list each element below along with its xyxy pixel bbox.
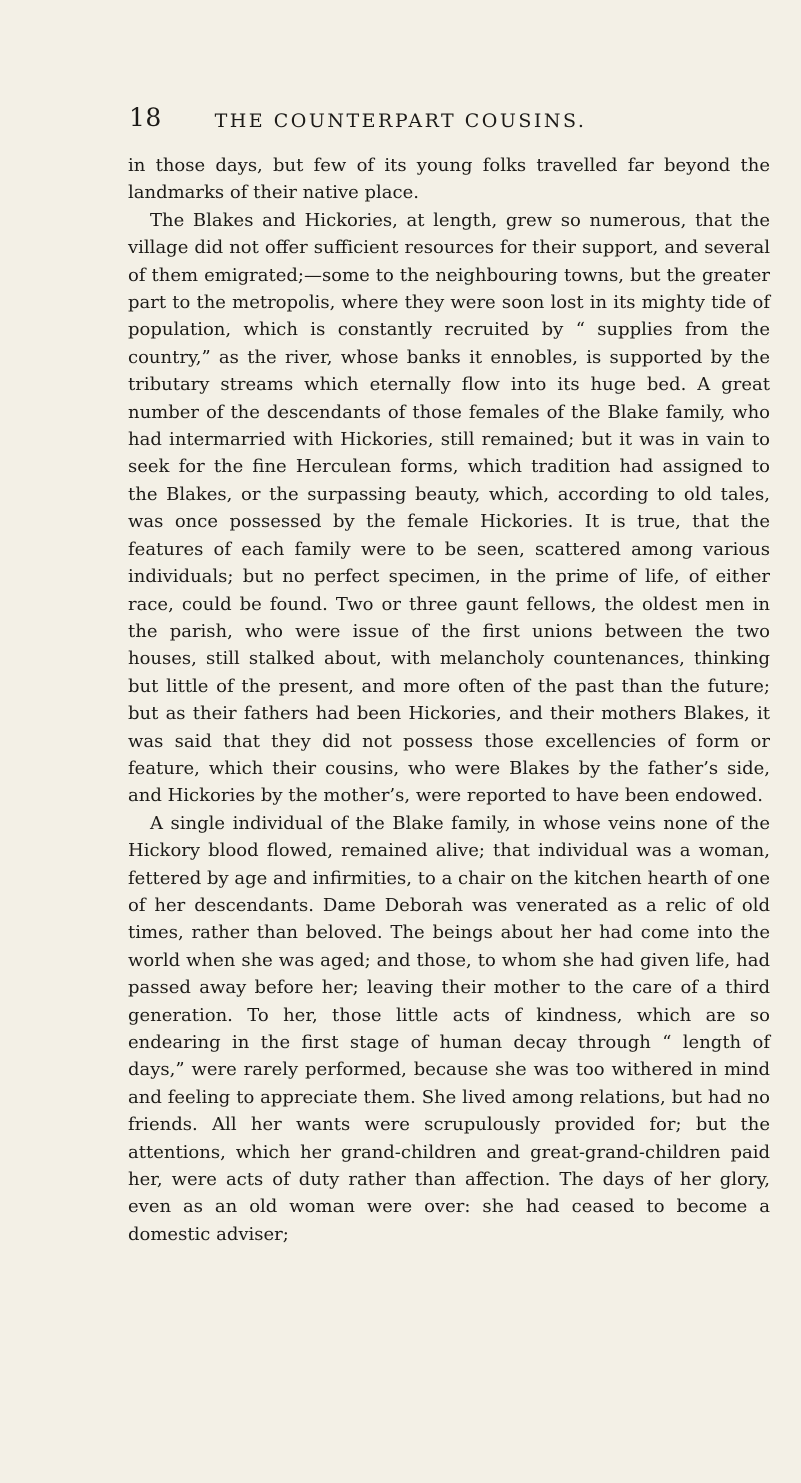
- paragraph: in those days, but few of its young folks travelled far beyond the landmarks of their native place.: [128, 155, 770, 204]
- page-number: 18: [129, 103, 162, 132]
- paragraph: The Blakes and Hickories, at length, grew so numerous, that the village did not offer sufficient resources for their support, and several of them emigrated;—some to the neighbouring towns, but the greater part to the metropolis, where they were soon lost in its mighty tide of population, which is constantly recruited by “ supplies from the country,” as the river, whose banks it ennobles, is supported by the tributary streams which eternally flow into its huge bed. A great number of the descendants of those females of the Blake family, who had intermarried with Hickories, still remained; but it was in vain to seek for the fine Herculean forms, which tradition had assigned to the Blakes, or the surpassing beauty, which, according to old tales, was once possessed by the female Hickories. It is true, that the features of each family were to be seen, scattered among various individuals; but no perfect specimen, in the prime of life, of either race, could be found. Two or three gaunt fellows, the oldest men in the parish, who were issue of the first unions between the two houses, still stalked about, with melancholy countenances, thinking but little of the present, and more often of the past than the future; but as their fathers had been Hickories, and their mothers Blakes, it was said that they did not possess those excellencies of form or feature, which their cousins, who were Blakes by the father’s side, and Hickories by the mother’s, were reported to have been endowed.: [128, 209, 770, 807]
- body-text: [128, 152, 770, 1248]
- running-head: THE COUNTERPART COUSINS.: [214, 110, 587, 132]
- paragraph: A single individual of the Blake family, in whose veins none of the Hickory blood flowed, remained alive; that individual was a woman, fettered by age and infirmities, to a chair on the kitchen hearth of one of her descendants. Dame Deborah was venerated as a relic of old times, rather than beloved. The beings about her had come into the world when she was aged; and those, to whom she had given life, had passed away before her; leaving their mother to the care of a third generation. To her, those little acts of kindness, which are so endearing in the first stage of human decay through “ length of days,” were rarely performed, because she was too withered in mind and feeling to appreciate them. She lived among relations, but had no friends. All her wants were scrupulously provided for; but the attentions, which her grand-children and great-grand-children paid her, were acts of duty rather than affection. The days of her glory, even as an old woman were over: she had ceased to become a domestic adviser;: [128, 812, 770, 1245]
